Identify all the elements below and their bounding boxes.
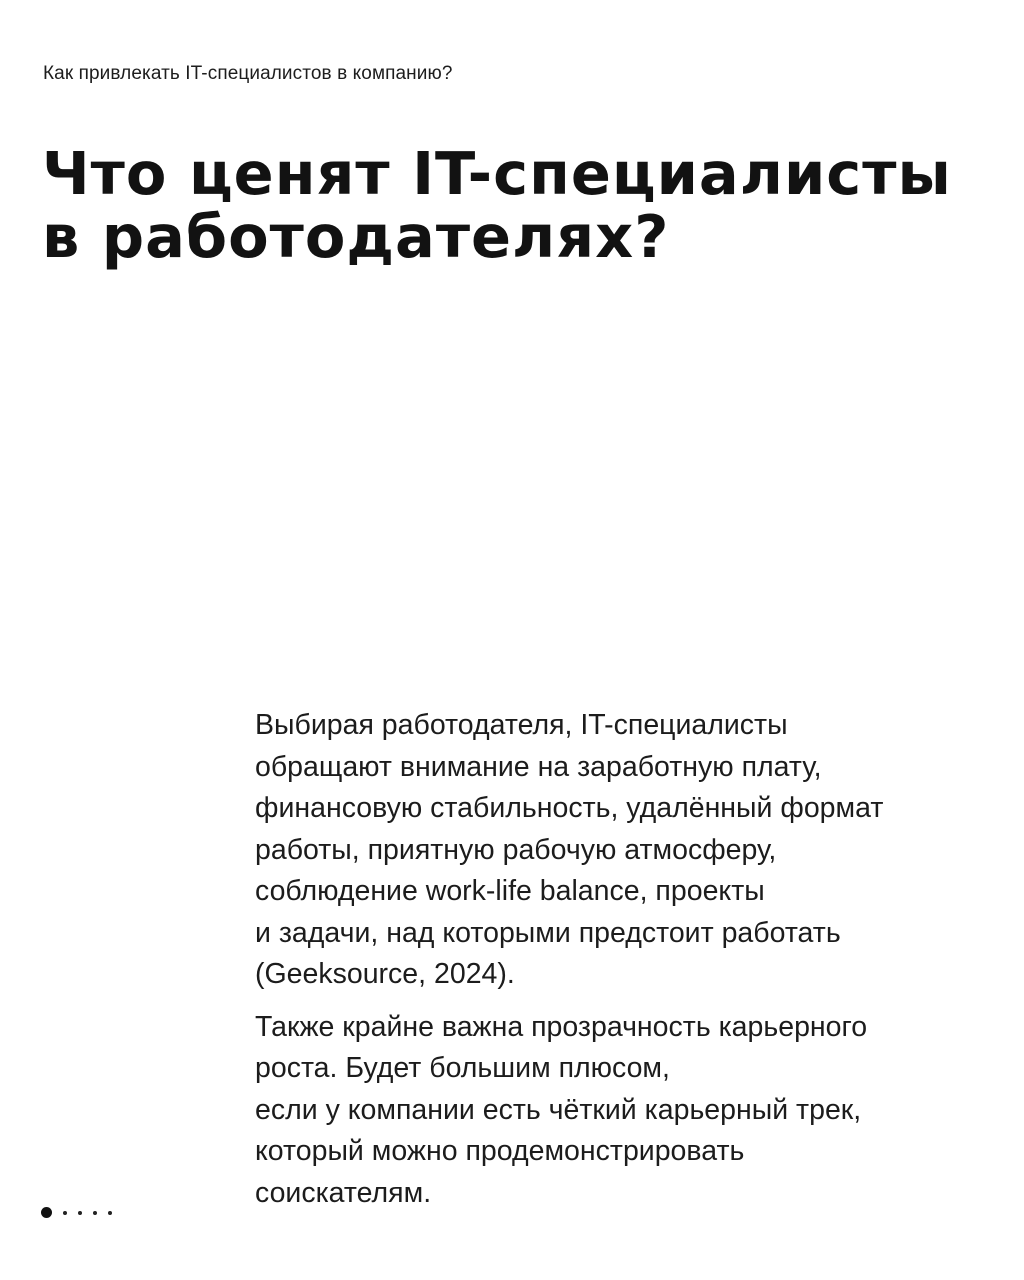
paragraph-line: Также крайне важна прозрачность карьерного	[255, 1010, 868, 1043]
paragraph-line: работы, приятную рабочую атмосферу,	[255, 833, 777, 866]
slide-pagination	[41, 1207, 112, 1218]
paragraph-line: соискателям.	[255, 1176, 432, 1209]
paragraph-line: и задачи, над которыми предстоит работать	[255, 916, 841, 949]
pagination-dot	[78, 1211, 82, 1215]
paragraph	[255, 705, 995, 996]
pagination-dot	[93, 1211, 97, 1215]
page-title	[42, 139, 1002, 271]
paragraph-line: если у компании есть чёткий карьерный трек,	[255, 1093, 862, 1126]
paragraph-line: который можно продемонстрировать	[255, 1135, 745, 1167]
paragraph-line: Выбирая работодателя, IT-специалисты	[255, 709, 788, 741]
pagination-dot-active	[41, 1207, 52, 1218]
paragraph-line: финансовую стабильность, удалённый формат	[255, 792, 884, 824]
pagination-dot	[108, 1211, 112, 1215]
body-text	[255, 705, 995, 1225]
paragraph-line: роста. Будет большим плюсом,	[255, 1052, 670, 1084]
series-subtitle: Как привлекать IT-специалистов в компанию?	[43, 63, 453, 84]
pagination-dot	[63, 1211, 67, 1215]
title-line: в работодателях?	[42, 202, 670, 271]
paragraph-line: обращают внимание на заработную плату,	[255, 750, 822, 783]
paragraph-line: (Geeksource, 2024).	[255, 958, 515, 990]
paragraph-line: соблюдение work-life balance, проекты	[255, 875, 765, 907]
paragraph	[255, 1007, 995, 1215]
title-line: Что ценят IT-специалисты	[42, 139, 952, 208]
